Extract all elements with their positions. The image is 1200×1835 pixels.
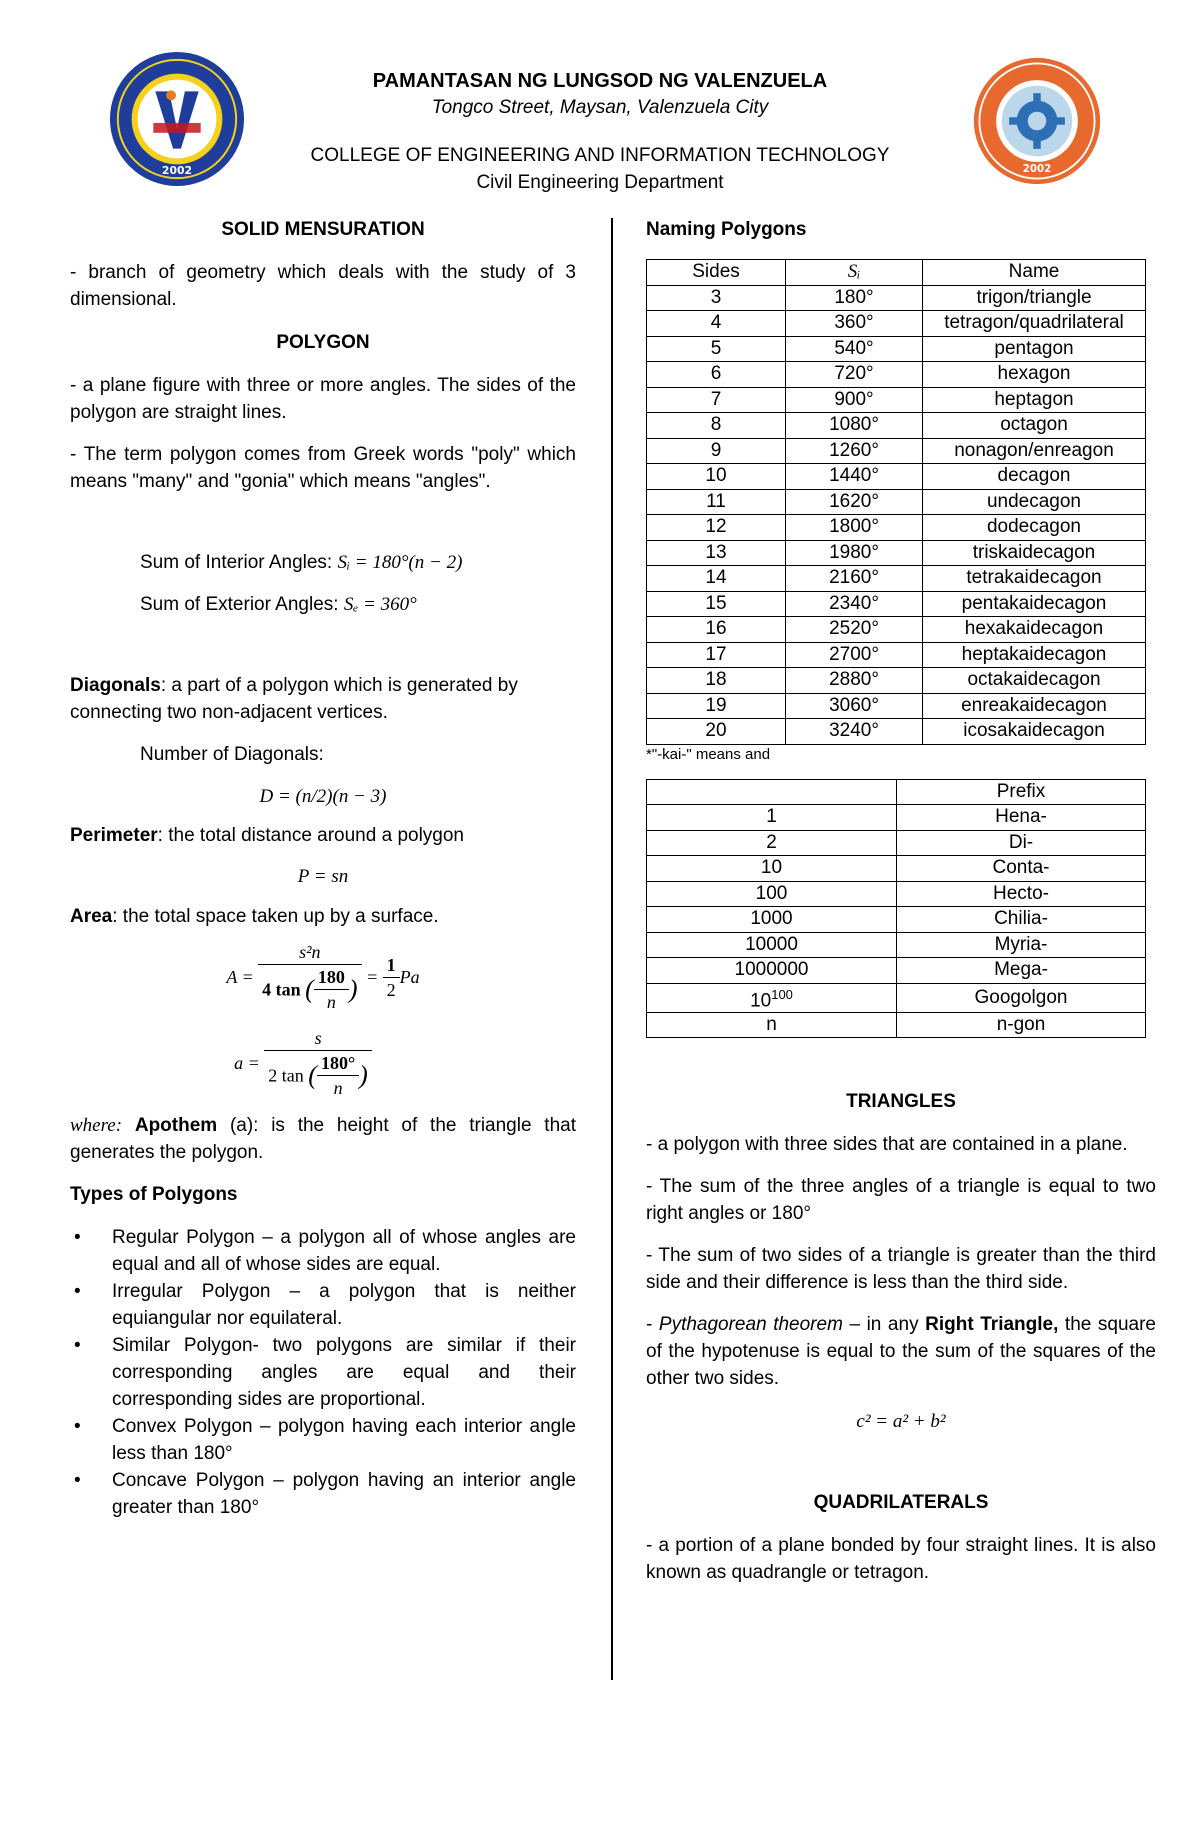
prefix-table — [646, 779, 1146, 1039]
apothem-tan: 2 tan — [268, 1065, 304, 1086]
header-sides: Sides — [647, 260, 786, 286]
sides-cell: 20 — [647, 719, 786, 745]
area-tan-fraction — [314, 965, 349, 1014]
table-row — [647, 362, 1146, 388]
sides-cell: 12 — [647, 515, 786, 541]
apothem-formula — [70, 1026, 576, 1100]
number-cell: 100 — [647, 881, 897, 907]
svg-text:2002: 2002 — [161, 164, 193, 178]
area-formula-denominator: 4 tan ( $\frac{180}{n}$ ) — [262, 967, 358, 1012]
sides-cell: 7 — [647, 387, 786, 413]
name-cell: hexakaidecagon — [923, 617, 1146, 643]
area-formula-equals: = — [366, 967, 379, 987]
sum-cell: 1260° — [786, 438, 923, 464]
diagonals-formula: D = (n/2)(n − 3) — [259, 786, 387, 807]
number-cell: 10000 — [647, 932, 897, 958]
name-cell: octagon — [923, 413, 1146, 439]
sum-interior-angles — [70, 549, 576, 576]
name-cell: heptakaidecagon — [923, 642, 1146, 668]
sides-cell: 5 — [647, 336, 786, 362]
perimeter-text: : the total distance around a polygon — [157, 825, 465, 846]
area-tan-numerator: 180 — [314, 965, 349, 990]
number-of-diagonals-label: Number of Diagonals: — [140, 744, 324, 765]
table-row — [647, 285, 1146, 311]
list-item: • Regular Polygon – a polygon all of whose angles are equal and all of whose sides are equal. — [70, 1224, 576, 1278]
number-cell: n — [647, 1012, 897, 1038]
triangle-angle-sum: - The sum of the three angles of a triangle is equal to two right angles or 180° — [646, 1176, 1156, 1225]
types-of-polygons-list — [70, 1224, 576, 1521]
header-blank — [647, 779, 897, 805]
table-row — [647, 591, 1146, 617]
name-cell: pentagon — [923, 336, 1146, 362]
pyth-mid: – in any — [842, 1314, 926, 1336]
table-row — [647, 719, 1146, 745]
sum-interior-label: Sum of Interior Angles: — [140, 552, 338, 573]
sum-cell: 1800° — [786, 515, 923, 541]
sides-cell: 3 — [647, 285, 786, 311]
solid-mensuration-title: SOLID MENSURATION — [221, 219, 425, 240]
name-cell: octakaidecagon — [923, 668, 1146, 694]
name-cell: heptagon — [923, 387, 1146, 413]
sum-cell: 1980° — [786, 540, 923, 566]
sum-cell: 2700° — [786, 642, 923, 668]
table-header-row — [647, 260, 1146, 286]
svg-text:2002: 2002 — [1022, 164, 1052, 176]
area-term: Area — [70, 906, 113, 927]
right-column — [646, 216, 1156, 1586]
apothem-formula-denominator: 2 tan ( $\frac{180^\circ}{n}$ ) — [268, 1053, 368, 1098]
name-cell: icosakaidecagon — [923, 719, 1146, 745]
prefix-cell: Chilia- — [897, 907, 1146, 933]
table-row — [647, 693, 1146, 719]
sum-exterior-label: Sum of Exterior Angles: — [140, 594, 344, 615]
list-item: • Concave Polygon – polygon having an interior angle greater than 180° — [70, 1467, 576, 1521]
prefix-cell: Conta- — [897, 856, 1146, 882]
sides-cell: 9 — [647, 438, 786, 464]
sides-cell: 16 — [647, 617, 786, 643]
pyth-bold: Right Triangle, — [925, 1314, 1059, 1336]
number-cell: 1 — [647, 805, 897, 831]
table-row — [647, 932, 1146, 958]
where-word: where: — [70, 1115, 123, 1136]
list-item: • Convex Polygon – polygon having each interior angle less than 180° — [70, 1413, 576, 1467]
sum-cell: 2160° — [786, 566, 923, 592]
polygon-etymology: - The term polygon comes from Greek words "poly" which means "many" and "gonia" which means "angles". — [70, 444, 576, 492]
column-divider — [611, 218, 613, 1680]
name-cell: decagon — [923, 464, 1146, 490]
table-row — [647, 566, 1146, 592]
sides-cell: 19 — [647, 693, 786, 719]
name-cell: triskaidecagon — [923, 540, 1146, 566]
half-denominator: 2 — [386, 979, 396, 1000]
table-row — [647, 336, 1146, 362]
apothem-term: Apothem — [134, 1115, 218, 1136]
table-row — [647, 881, 1146, 907]
apothem-tan-numerator: 180° — [317, 1051, 359, 1076]
number-cell: 10 — [647, 856, 897, 882]
name-cell: trigon/triangle — [923, 285, 1146, 311]
area-formula-fraction — [258, 940, 361, 1014]
sum-cell: 1440° — [786, 464, 923, 490]
list-item: • Irregular Polygon – a polygon that is neither equiangular nor equilateral. — [70, 1278, 576, 1332]
table-row — [647, 983, 1146, 1012]
prefix-table-body — [647, 805, 1146, 1038]
name-cell: tetrakaidecagon — [923, 566, 1146, 592]
types-of-polygons-title: Types of Polygons — [70, 1184, 238, 1205]
perimeter-definition — [70, 822, 576, 849]
sides-cell: 8 — [647, 413, 786, 439]
sum-interior-formula: Sᵢ = 180°(n − 2) — [337, 552, 463, 573]
prefix-cell: Googolgon — [897, 983, 1146, 1012]
sides-cell: 17 — [647, 642, 786, 668]
apothem-formula-numerator: s — [264, 1026, 372, 1051]
sum-cell: 720° — [786, 362, 923, 388]
table-row — [647, 311, 1146, 337]
prefix-cell: n-gon — [897, 1012, 1146, 1038]
triangles-title: TRIANGLES — [846, 1091, 956, 1113]
apothem-formula-fraction — [264, 1026, 372, 1100]
table-row — [647, 805, 1146, 831]
sum-cell: 180° — [786, 285, 923, 311]
triangle-side-rule: - The sum of two sides of a triangle is greater than the third side and their difference is less than the third side. — [646, 1245, 1156, 1294]
apothem-formula-lhs: a = — [234, 1053, 260, 1073]
pyth-rest: the square of the hypotenuse is equal to the sum of the squares of the other two sides. — [646, 1314, 1156, 1390]
sum-cell: 540° — [786, 336, 923, 362]
sum-exterior-formula: Sₑ = 360° — [343, 594, 417, 615]
diagonals-term: Diagonals — [70, 675, 161, 696]
naming-table-body — [647, 285, 1146, 744]
college-seal-logo — [972, 56, 1102, 186]
apothem-definition — [70, 1112, 576, 1166]
name-cell: dodecagon — [923, 515, 1146, 541]
pyth-term: Pythagorean theorem — [658, 1314, 843, 1336]
sum-cell: 2520° — [786, 617, 923, 643]
sum-cell: 900° — [786, 387, 923, 413]
number-cell — [647, 983, 897, 1012]
table-row — [647, 413, 1146, 439]
pythagorean-theorem — [646, 1311, 1156, 1392]
table-row — [647, 668, 1146, 694]
naming-polygons-table — [646, 259, 1146, 745]
header-sum: Sᵢ — [786, 260, 923, 286]
sum-cell: 360° — [786, 311, 923, 337]
name-cell: undecagon — [923, 489, 1146, 515]
name-cell: nonagon/enreagon — [923, 438, 1146, 464]
sides-cell: 6 — [647, 362, 786, 388]
table-row — [647, 489, 1146, 515]
area-formula-lhs: A = — [226, 967, 254, 987]
naming-polygons-title: Naming Polygons — [646, 219, 807, 240]
table-row — [647, 540, 1146, 566]
pyth-prefix: - — [646, 1314, 659, 1336]
prefix-cell: Di- — [897, 830, 1146, 856]
polygon-title: POLYGON — [276, 332, 370, 353]
number-cell: 2 — [647, 830, 897, 856]
diagonals-text: : a part of a polygon which is generated by connecting two non-adjacent vertices. — [70, 675, 518, 723]
list-item: • Similar Polygon- two polygons are similar if their corresponding angles are equal and their corresponding sides are proportional. — [70, 1332, 576, 1413]
sum-cell: 3060° — [786, 693, 923, 719]
perimeter-formula: P = sn — [297, 866, 349, 887]
area-formula-numerator: s²n — [258, 940, 361, 965]
name-cell: hexagon — [923, 362, 1146, 388]
table-row — [647, 617, 1146, 643]
area-formula — [70, 940, 576, 1014]
perimeter-term: Perimeter — [70, 825, 158, 846]
sum-cell: 1080° — [786, 413, 923, 439]
table-row — [647, 438, 1146, 464]
sum-exterior-angles — [70, 591, 576, 618]
prefix-cell: Mega- — [897, 958, 1146, 984]
table-row — [647, 856, 1146, 882]
university-name: PAMANTASAN NG LUNGSOD NG VALENZUELA — [372, 70, 828, 92]
department-name: Civil Engineering Department — [476, 172, 724, 193]
sides-cell: 15 — [647, 591, 786, 617]
area-definition — [70, 903, 576, 930]
apothem-tan-denominator: n — [333, 1078, 343, 1098]
sum-cell: 2880° — [786, 668, 923, 694]
polygon-definition: - a plane figure with three or more angles. The sides of the polygon are straight lines. — [70, 375, 576, 423]
header-name: Name — [923, 260, 1146, 286]
table-row — [647, 387, 1146, 413]
sum-cell: 3240° — [786, 719, 923, 745]
table-row — [647, 907, 1146, 933]
name-cell: pentakaidecagon — [923, 591, 1146, 617]
prefix-cell: Hena- — [897, 805, 1146, 831]
triangle-definition: - a polygon with three sides that are contained in a plane. — [646, 1134, 1128, 1156]
quadrilaterals-title: QUADRILATERALS — [813, 1492, 989, 1514]
sides-cell: 10 — [647, 464, 786, 490]
table-row — [647, 515, 1146, 541]
name-cell: tetragon/quadrilateral — [923, 311, 1146, 337]
area-formula-rhs: Pa — [399, 967, 420, 987]
googol-exponent: 100 — [771, 986, 793, 1002]
header-prefix: Prefix — [897, 779, 1146, 805]
sum-cell: 1620° — [786, 489, 923, 515]
sum-cell: 2340° — [786, 591, 923, 617]
university-address: Tongco Street, Maysan, Valenzuela City — [431, 97, 769, 118]
table-row — [647, 642, 1146, 668]
prefix-cell: Hecto- — [897, 881, 1146, 907]
sides-cell: 14 — [647, 566, 786, 592]
name-cell: enreakaidecagon — [923, 693, 1146, 719]
sides-cell: 11 — [647, 489, 786, 515]
prefix-cell: Myria- — [897, 932, 1146, 958]
half-fraction — [383, 953, 400, 1002]
pythagorean-formula: c² = a² + b² — [856, 1411, 946, 1433]
quadrilateral-definition: - a portion of a plane bonded by four straight lines. It is also known as quadrangle or tetragon. — [646, 1535, 1156, 1584]
table-header-row — [647, 779, 1146, 805]
sides-cell: 4 — [647, 311, 786, 337]
kai-note: *"-kai-" means and — [646, 745, 771, 763]
table-row — [647, 1012, 1146, 1038]
number-cell: 1000000 — [647, 958, 897, 984]
table-row — [647, 958, 1146, 984]
area-text: : the total space taken up by a surface. — [112, 906, 439, 927]
diagonals-definition — [70, 672, 576, 726]
half-numerator: 1 — [383, 953, 400, 978]
sides-cell: 13 — [647, 540, 786, 566]
apothem-text: (a): is the height of the triangle that generates the polygon. — [70, 1115, 576, 1163]
solid-mensuration-definition: - branch of geometry which deals with the study of 3 dimensional. — [70, 262, 576, 310]
googol-base: 10 — [750, 989, 772, 1011]
page-header — [0, 0, 1200, 200]
number-cell: 1000 — [647, 907, 897, 933]
apothem-tan-fraction — [317, 1051, 359, 1100]
sides-cell: 18 — [647, 668, 786, 694]
table-row — [647, 464, 1146, 490]
area-tan: 4 tan — [262, 979, 301, 1000]
left-column — [70, 216, 576, 1521]
college-name: COLLEGE OF ENGINEERING AND INFORMATION TECHNOLOGY — [310, 145, 890, 166]
area-tan-denominator: n — [326, 992, 336, 1012]
table-row — [647, 830, 1146, 856]
